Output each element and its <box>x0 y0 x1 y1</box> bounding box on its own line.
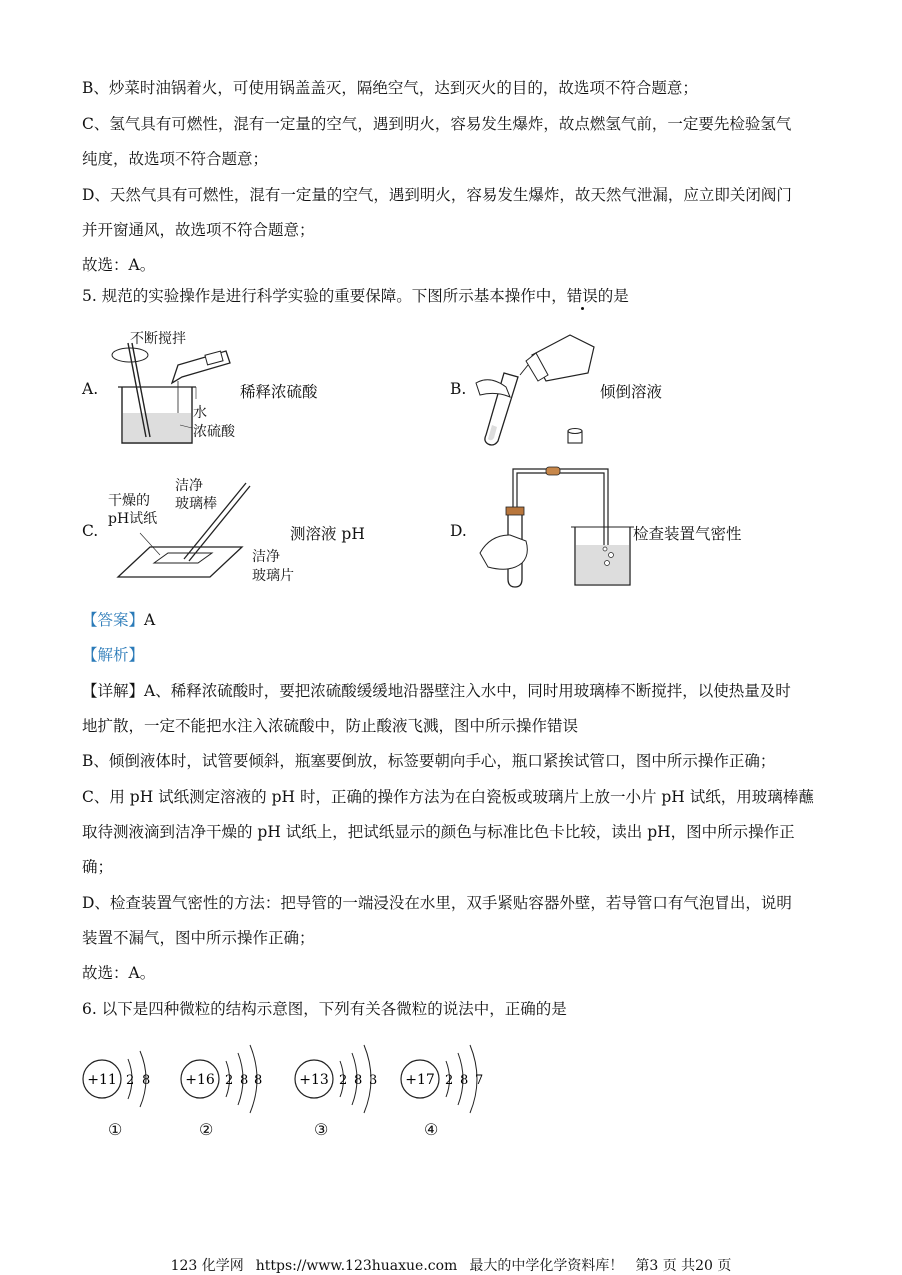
analysis-tag: 【解析】 <box>82 646 145 664</box>
footer-site: 123 化学网 <box>170 1258 244 1274</box>
text-line: D、检查装置气密性的方法：把导管的一端浸没在水里，双手紧贴容器外壁，若导管口有气泡冒出，说明 <box>82 894 792 912</box>
text-line: B、炒菜时油锅着火，可使用锅盖盖灭，隔绝空气，达到灭火的目的，故选项不符合题意； <box>82 79 698 97</box>
figure-airtightness <box>470 463 640 591</box>
shell-3-3: 3 <box>369 1073 378 1088</box>
text-line: 纯度，故选项不符合题意； <box>82 150 269 168</box>
nucleus-2: +16 <box>185 1072 215 1088</box>
emphasis-word: 错误 <box>566 287 598 305</box>
acid-label: 浓硫酸 <box>193 424 235 440</box>
text-line: C、氢气具有可燃性，混有一定量的空气，遇到明火，容易发生爆炸，故点燃氢气前，一定要先检验氢气 <box>82 115 792 133</box>
atom-index-1: ① <box>108 1120 123 1139</box>
caption-d: 检查装置气密性 <box>633 525 742 543</box>
option-b-label: B. <box>450 380 467 398</box>
atom-4 <box>401 1045 483 1113</box>
atom-index-4: ④ <box>424 1120 439 1139</box>
text-line: C、用 pH 试纸测定溶液的 pH 时，正确的操作方法为在白瓷板或玻璃片上放一小片 pH 试纸，用玻璃棒蘸 <box>82 788 814 806</box>
text-line: 取待测液滴到洁净干燥的 pH 试纸上，把试纸显示的颜色与标准比色卡比较，读出 pH，图中所示操作正 <box>82 823 795 841</box>
shell-1-2: 8 <box>142 1073 151 1088</box>
question-6: 6. 以下是四种微粒的结构示意图，下列有关各微粒的说法中，正确的是 <box>82 1000 567 1018</box>
text-line: 装置不漏气，图中所示操作正确； <box>82 929 315 947</box>
atom-1 <box>83 1051 150 1107</box>
shell-2-2: 8 <box>240 1073 249 1088</box>
glass-label-1: 洁净 <box>252 549 280 565</box>
text-line: B、倾倒液体时，试管要倾斜，瓶塞要倒放，标签要朝向手心，瓶口紧挨试管口，图中所示操作正确； <box>82 752 776 770</box>
text-line: 地扩散，一定不能把水注入浓硫酸中，防止酸液飞溅，图中所示操作错误 <box>82 717 579 735</box>
paper-label-2: pH试纸 <box>108 511 158 527</box>
rod-label-1: 洁净 <box>175 478 203 494</box>
text-line: 并开窗通风，故选项不符合题意； <box>82 221 315 239</box>
footer-url[interactable]: https://www.123huaxue.com <box>255 1258 458 1274</box>
rod-label-2: 玻璃棒 <box>175 496 217 512</box>
nucleus-3: +13 <box>299 1072 329 1088</box>
atom-index-3: ③ <box>314 1120 329 1139</box>
nucleus-4: +17 <box>405 1072 435 1088</box>
shell-2-1: 2 <box>225 1073 234 1088</box>
question-5-text: 5. 规范的实验操作是进行科学实验的重要保障。下图所示基本操作中， <box>82 287 567 305</box>
caption-c: 测溶液 pH <box>290 525 365 543</box>
option-a-label: A. <box>82 380 99 398</box>
text-line: 【详解】A、稀释浓硫酸时，要把浓硫酸缓缓地沿器壁注入水中，同时用玻璃棒不断搅拌，以使热量及时 <box>82 682 791 700</box>
page-footer <box>0 1255 902 1275</box>
text-line: D、天然气具有可燃性，混有一定量的空气，遇到明火，容易发生爆炸，故天然气泄漏，应立即关闭阀门 <box>82 186 792 204</box>
answer-value: A <box>144 611 156 629</box>
question-5 <box>82 286 629 306</box>
shell-3-2: 8 <box>354 1073 363 1088</box>
shell-4-1: 2 <box>445 1073 454 1088</box>
atom-index-2: ② <box>199 1120 214 1139</box>
answer-tag: 【答案】 <box>82 611 145 629</box>
answer <box>82 610 155 630</box>
stir-label: 不断搅拌 <box>130 331 186 347</box>
atom-2 <box>181 1045 262 1113</box>
atom-3 <box>295 1045 377 1113</box>
option-c-label: C. <box>82 522 99 540</box>
shell-2-3: 8 <box>254 1073 263 1088</box>
shell-4-2: 8 <box>460 1073 469 1088</box>
shell-1-1: 2 <box>126 1073 135 1088</box>
text-line: 确； <box>82 858 114 876</box>
water-label: 水 <box>193 405 207 421</box>
text-line: 故选：A。 <box>82 256 156 274</box>
option-d-label: D. <box>450 522 467 540</box>
footer-page: 第3 页 共20 页 <box>635 1258 732 1274</box>
question-5-end: 的是 <box>597 287 629 305</box>
atom-diagram-group <box>80 1035 520 1125</box>
nucleus-1: +11 <box>87 1072 117 1088</box>
glass-label-2: 玻璃片 <box>252 568 294 584</box>
footer-slogan: 最大的中学化学资料库！ <box>469 1258 624 1274</box>
caption-b: 倾倒溶液 <box>600 383 663 401</box>
figure-pour-liquid <box>470 325 605 450</box>
shell-4-3: 7 <box>475 1073 484 1088</box>
shell-3-1: 2 <box>339 1073 348 1088</box>
text-line: 故选：A。 <box>82 964 156 982</box>
caption-a: 稀释浓硫酸 <box>240 383 318 401</box>
paper-label-1: 干燥的 <box>108 493 150 509</box>
